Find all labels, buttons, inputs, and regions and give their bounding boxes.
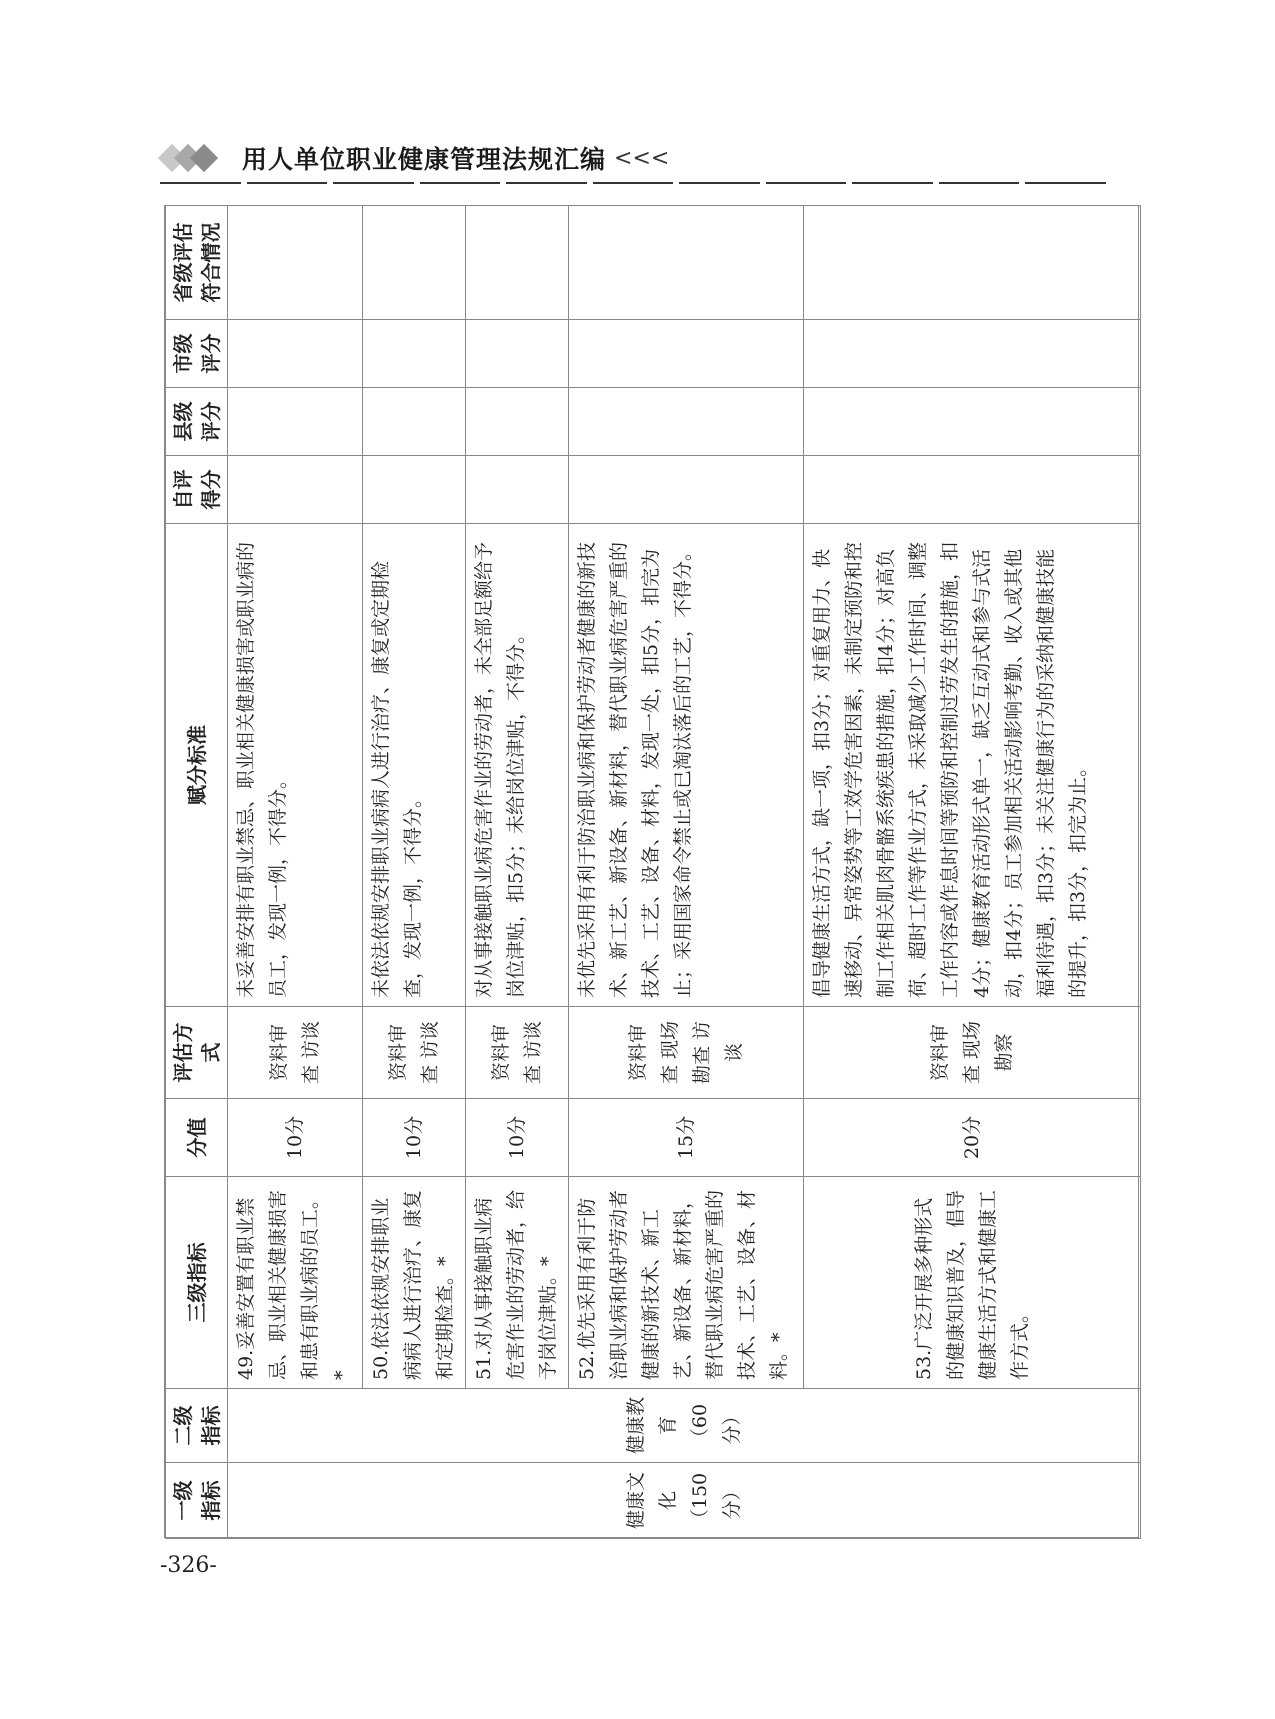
score-cell: 10分 <box>466 1099 569 1177</box>
province-cell <box>466 206 569 320</box>
city-score-cell <box>804 320 1141 388</box>
method-cell: 资料审查 访谈 <box>466 1007 569 1099</box>
table-row <box>804 206 1141 1539</box>
indicator-cell: 52.优先采用有利于防治职业病和保护劳动者健康的新技术、新工艺、新设备、新材料，替代职业病危害严重的技术、工艺、设备、材料。* <box>569 1177 804 1389</box>
province-cell <box>569 206 804 320</box>
header-title: 用人单位职业健康管理法规汇编 <box>242 145 607 174</box>
header-level1: 一级指标 <box>166 1463 228 1539</box>
table-row <box>228 206 363 1539</box>
evaluation-table <box>165 205 1141 1539</box>
score-cell: 15分 <box>569 1099 804 1177</box>
criteria-cell: 对从事接触职业病危害作业的劳动者，未全部足额给予岗位津贴，扣5分；未给岗位津贴，不得分。 <box>466 524 569 1007</box>
score-cell: 10分 <box>228 1099 363 1177</box>
header-province: 省级评估符合情况 <box>166 206 228 320</box>
score-cell: 10分 <box>363 1099 466 1177</box>
header-city: 市级评分 <box>166 320 228 388</box>
header-county: 县级评分 <box>166 388 228 456</box>
header-criteria: 赋分标准 <box>166 524 228 1007</box>
indicator-cell: 50.依法依规安排职业病病人进行治疗、康复和定期检查。* <box>363 1177 466 1389</box>
running-header <box>160 138 669 178</box>
county-score-cell <box>569 388 804 456</box>
self-score-cell <box>363 456 466 524</box>
city-score-cell <box>569 320 804 388</box>
header-chevrons: <<< <box>614 145 670 171</box>
county-score-cell <box>228 388 363 456</box>
page-number: -326- <box>160 1553 217 1578</box>
province-cell <box>228 206 363 320</box>
method-cell: 资料审查 现场勘察 <box>804 1007 1141 1099</box>
county-score-cell <box>363 388 466 456</box>
table-row <box>569 206 804 1539</box>
city-score-cell <box>228 320 363 388</box>
table-row <box>466 206 569 1539</box>
indicator-cell: 53.广泛开展多种形式的健康知识普及，倡导健康生活方式和健康工作方式。 <box>804 1177 1141 1389</box>
level2-cell: 健康教育（60分） <box>228 1389 1141 1463</box>
table-header-row <box>166 206 228 1539</box>
rotated-table-frame <box>164 205 1139 1538</box>
method-cell: 资料审查 现场勘查 访谈 <box>569 1007 804 1099</box>
criteria-cell: 未妥善安排有职业禁忌、职业相关健康损害或职业病的员工，发现一例，不得分。 <box>228 524 363 1007</box>
header-level2: 二级指标 <box>166 1389 228 1463</box>
self-score-cell <box>466 456 569 524</box>
score-cell: 20分 <box>804 1099 1141 1177</box>
county-score-cell <box>466 388 569 456</box>
self-score-cell <box>569 456 804 524</box>
header-self: 自评得分 <box>166 456 228 524</box>
indicator-cell: 51.对从事接触职业病危害作业的劳动者，给予岗位津贴。* <box>466 1177 569 1389</box>
city-score-cell <box>363 320 466 388</box>
self-score-cell <box>228 456 363 524</box>
diamond-logo-icon <box>160 145 232 171</box>
city-score-cell <box>466 320 569 388</box>
province-cell <box>363 206 466 320</box>
criteria-cell: 未优先采用有利于防治职业病和保护劳动者健康的新技术、新工艺、新设备、新材料，替代职业病危害严重的技术、工艺、设备、材料，发现一处，扣5分，扣完为止；采用国家命令禁止或已淘汰落后的工艺，不得分。 <box>569 524 804 1007</box>
criteria-cell: 倡导健康生活方式，缺一项，扣3分；对重复用力、快速移动、异常姿势等工效学危害因素，未制定预防和控制工作相关肌肉骨骼系统疾患的措施，扣4分；对高负荷、超时工作等作业方式，未采取减少工作时间、调整工作内容或作息时间等预防和控制过劳发生的措施，扣4分；健康教育活动形式单一，缺乏互动式和参与式活动，扣4分；员工参加相关活动影响考勤、收入或其他福利待遇，扣3分；未关注健康行为的采纳和健康技能的提升，扣3分，扣完为止。 <box>804 524 1141 1007</box>
method-cell: 资料审查 访谈 <box>363 1007 466 1099</box>
indicator-cell: 49.妥善安置有职业禁忌、职业相关健康损害和患有职业病的员工。* <box>228 1177 363 1389</box>
criteria-cell: 未依法依规安排职业病病人进行治疗、康复或定期检查，发现一例，不得分。 <box>363 524 466 1007</box>
level1-cell: 健康文化（150分） <box>228 1463 1141 1539</box>
method-cell: 资料审查 访谈 <box>228 1007 363 1099</box>
county-score-cell <box>804 388 1141 456</box>
header-level3: 三级指标 <box>166 1177 228 1389</box>
table-row <box>363 206 466 1539</box>
province-cell <box>804 206 1141 320</box>
self-score-cell <box>804 456 1141 524</box>
header-method: 评估方式 <box>166 1007 228 1099</box>
header-score: 分值 <box>166 1099 228 1177</box>
